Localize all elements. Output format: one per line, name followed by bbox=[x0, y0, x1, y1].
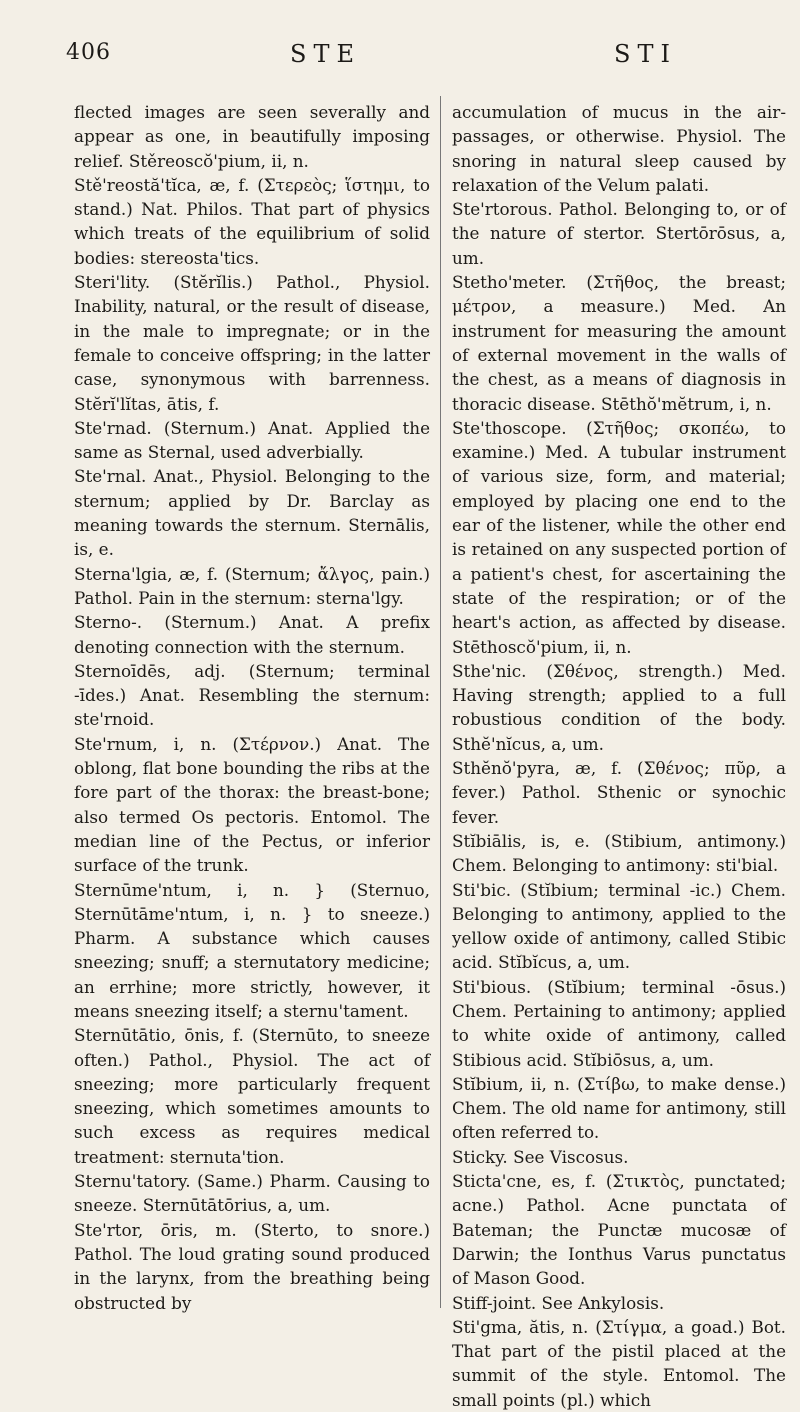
entry: Sti'bious. (Stĭbium; terminal -ōsus.) Chem. Pertaining to antimony; applied to white oxide of antimony, called Stibious acid. Stĭbiōsus, a, um. bbox=[452, 976, 786, 1070]
entry: Stiff-joint. See Ankylosis. bbox=[452, 1292, 665, 1313]
entry: accumulation of mucus in the air-passages, or otherwise. Physiol. The snoring in natural sleep caused by relaxation of the Velum palati. bbox=[452, 102, 786, 195]
entry: Sternoīdēs, adj. (Sternum; terminal -īdes.) Anat. Resembling the sternum: ste'rnoid. bbox=[74, 660, 430, 730]
entry: Sternūtātio, ōnis, f. (Sternūto, to sneeze often.) Pathol., Physiol. The act of sneezing; more particularly frequent sneezing, which sometimes amounts to such excess as requires medical treatment: sternuta'tion. bbox=[74, 1025, 430, 1167]
entry: Ste'rnum, i, n. (Στέρνον.) Anat. The oblong, flat bone bounding the ribs at the fore part of the thorax: the breast-bone; also termed Os pectoris. Entomol. The median line of the Pectus, or inferior surface of the trunk. bbox=[74, 733, 430, 876]
entry: Ste'rtorous. Pathol. Belonging to, or of the nature of stertor. Stertōrōsus, a, um. bbox=[452, 199, 786, 268]
entry: Ste'rtor, ōris, m. (Sterto, to snore.) Pathol. The loud grating sound produced in the larynx, from the breathing being obstructed by bbox=[74, 1219, 430, 1313]
entry: Sternūme'ntum, i, n. } (Sternuo, Sternūtāme'ntum, i, n. } to sneeze.) Pharm. A substance which causes sneezing; snuff; a sternutatory medicine; an errhine; more strictly, however, it means sneezing itself; a sternu'tament. bbox=[74, 879, 430, 1021]
entry: Sternu'tatory. (Same.) Pharm. Causing to sneeze. Sternūtātōrius, a, um. bbox=[74, 1171, 430, 1216]
entry: Ste'rnad. (Sternum.) Anat. Applied the same as Sternal, used adverbially. bbox=[74, 417, 430, 463]
right-column bbox=[452, 100, 786, 1412]
entry: Sterna'lgia, æ, f. (Sternum; ἄλγος, pain.) Pathol. Pain in the sternum: sterna'lgy. bbox=[74, 563, 430, 608]
entry: Sterno-. (Sternum.) Anat. A prefix denoting connection with the sternum. bbox=[74, 612, 430, 657]
entry: Ste'rnal. Anat., Physiol. Belonging to the sternum; applied by Dr. Barclay as meaning towards the sternum. Sternālis, is, e. bbox=[74, 466, 430, 560]
entry: flected images are seen severally and appear as one, in beautifully imposing relief. Stěreoscŏ'pium, ii, n. bbox=[74, 102, 430, 171]
entry: Stĭbium, ii, n. (Στίβω, to make dense.) Chem. The old name for antimony, still often referred to. bbox=[452, 1073, 786, 1143]
running-header bbox=[66, 40, 742, 80]
entry: Stĭbiālis, is, e. (Stibium, antimony.) Chem. Belonging to antimony: sti'bial. bbox=[452, 830, 786, 876]
left-guide-word: STE bbox=[290, 40, 361, 68]
entry: Sti'gma, ătis, n. (Στίγμα, a goad.) Bot. That part of the pistil placed at the summit of the style. Entomol. The small points (pl.) which bbox=[452, 1316, 786, 1410]
entry: Steri'lity. (Stĕrĭlis.) Pathol., Physiol. Inability, natural, or the result of disease, in the male to impregnate; or in the female to conceive offspring; in the latter case, synonymous with barrenness. Stĕrĭ'lĭtas, ātis, f. bbox=[74, 272, 430, 414]
entry: Sticta'cne, es, f. (Στικτὸς, punctated; acne.) Pathol. Acne punctata of Bateman; the Punctæ mucosæ of Darwin; the Ionthus Varus punctatus of Mason Good. bbox=[452, 1171, 786, 1289]
entry: Sti'bic. (Stĭbium; terminal -ic.) Chem. Belonging to antimony, applied to the yellow oxide of antimony, called Stibic acid. Stĭbĭcus, a, um. bbox=[452, 879, 786, 973]
entry: Sthĕnŏ'pyra, æ, f. (Σθένος; πῦρ, a fever.) Pathol. Sthenic or synochic fever. bbox=[452, 758, 786, 827]
page-number: 406 bbox=[66, 40, 111, 65]
entry: Stetho'meter. (Στῆθος, the breast; μέτρον, a measure.) Med. An instrument for measuring the amount of external movement in the walls of the chest, as a means of diagnosis in thoracic disease. Stēthŏ'mĕtrum, i, n. bbox=[452, 272, 786, 414]
left-column bbox=[74, 100, 430, 1315]
entry: Stě'reostă'tĭca, æ, f. (Στερεὸς; ἵστημι, to stand.) Nat. Philos. That part of physics which treats of the equilibrium of solid bodies: stereosta'tics. bbox=[74, 174, 430, 268]
entry: Sthe'nic. (Σθένος, strength.) Med. Having strength; applied to a full robustious condition of the body. Sthĕ'nĭcus, a, um. bbox=[452, 660, 786, 754]
right-guide-word: STI bbox=[614, 40, 677, 68]
entry: Ste'thoscope. (Στῆθος; σκοπέω, to examine.) Med. A tubular instrument of various size, form, and material; employed by placing one end to the ear of the listener, while the other end is retained on any suspected portion of a patient's chest, for ascertaining the state of the respiration; or of the heart's action, as affected by disease. Stēthoscŏ'pium, ii, n. bbox=[452, 417, 786, 657]
column-divider bbox=[440, 96, 441, 1308]
entry: Sticky. See Viscosus. bbox=[452, 1146, 629, 1167]
